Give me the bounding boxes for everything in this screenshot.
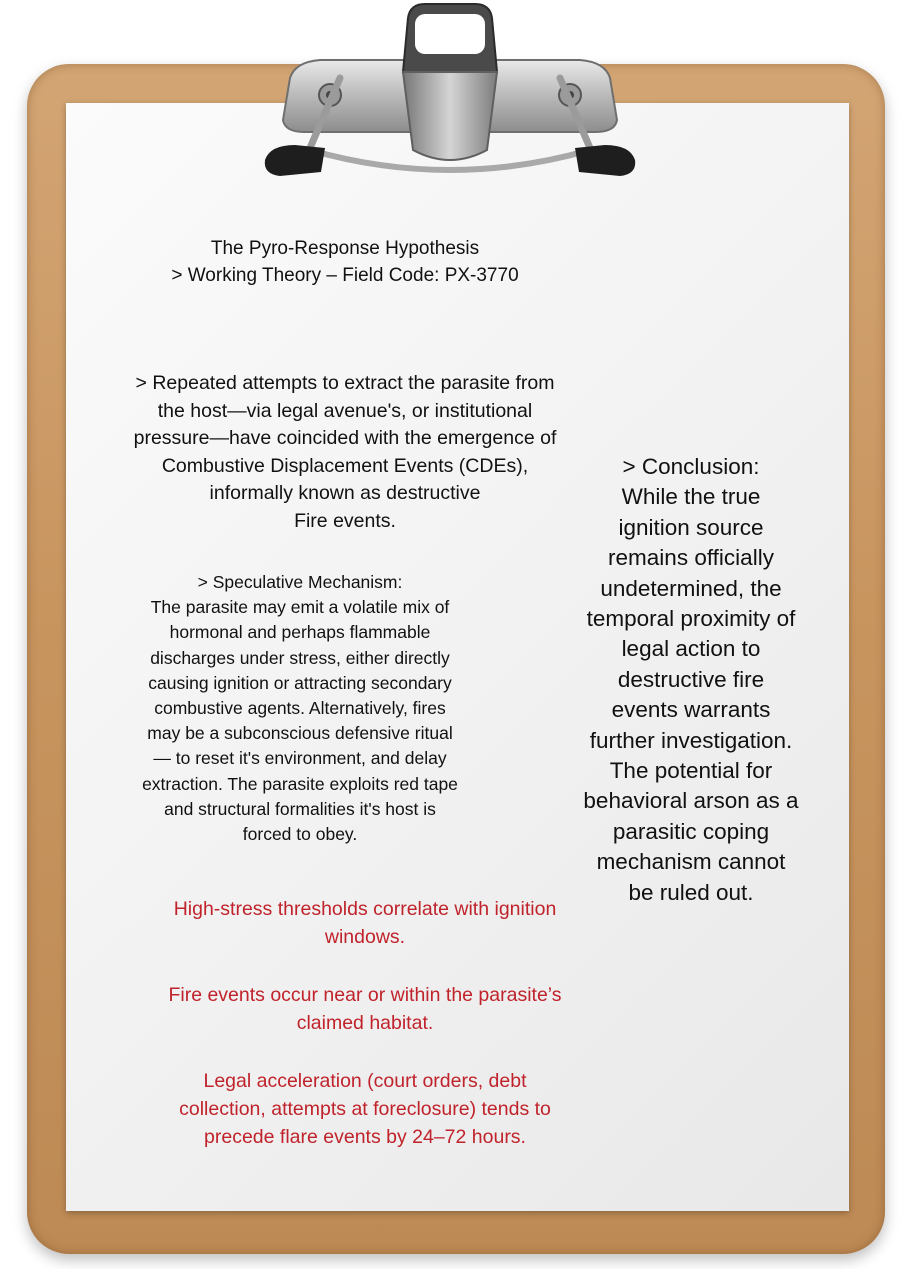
conclusion-heading: > Conclusion: bbox=[622, 454, 760, 479]
conclusion-line: events warrants bbox=[611, 697, 771, 723]
conclusion-line: undetermined, the bbox=[600, 575, 782, 601]
conclusion-line: destructive fire bbox=[617, 666, 765, 692]
mechanism-line: discharges under stress, either directly bbox=[150, 647, 450, 668]
finding-line: claimed habitat. bbox=[296, 1012, 434, 1034]
mechanism-line: combustive agents. Alternatively, fires bbox=[154, 698, 446, 719]
mechanism-line: extraction. The parasite exploits red tape bbox=[142, 773, 458, 794]
mechanism-line: hormonal and perhaps flammable bbox=[169, 622, 431, 643]
intro-line: the host—via legal avenue's, or institutional bbox=[157, 399, 533, 422]
conclusion-line: parasitic coping bbox=[612, 818, 770, 844]
clip-icon bbox=[225, 0, 675, 200]
conclusion-line: temporal proximity of bbox=[586, 606, 796, 632]
conclusion-line: remains officially bbox=[608, 545, 774, 571]
finding-line: Legal acceleration (court orders, debt bbox=[203, 1070, 527, 1092]
conclusion-line: behavioral arson as a bbox=[583, 788, 799, 814]
mechanism-line: The parasite may emit a volatile mix of bbox=[150, 597, 450, 618]
mechanism-line: may be a subconscious defensive ritual bbox=[147, 723, 453, 744]
intro-line: pressure—have coincided with the emergence of bbox=[133, 427, 557, 449]
conclusion-line: further investigation. bbox=[589, 727, 793, 753]
mechanism-line: forced to obey. bbox=[242, 824, 358, 845]
finding-item bbox=[105, 1067, 625, 1151]
page-title: The Pyro-Response Hypothesis bbox=[210, 238, 480, 259]
mechanism-section bbox=[90, 570, 510, 847]
intro-line: Fire events. bbox=[294, 509, 396, 532]
finding-line: precede flare events by 24–72 hours. bbox=[204, 1126, 526, 1148]
conclusion-line: be ruled out. bbox=[628, 879, 754, 905]
conclusion-section bbox=[560, 452, 822, 908]
mechanism-heading: > Speculative Mechanism: bbox=[197, 572, 403, 592]
intro-paragraph bbox=[80, 370, 610, 535]
finding-line: collection, attempts at foreclosure) tends to bbox=[179, 1098, 551, 1120]
findings-list bbox=[105, 895, 625, 1181]
intro-line: Combustive Displacement Events (CDEs), bbox=[161, 454, 529, 477]
conclusion-line: legal action to bbox=[621, 636, 761, 662]
conclusion-line: The potential for bbox=[609, 758, 773, 784]
intro-line: informally known as destructive bbox=[209, 482, 481, 504]
conclusion-line: While the true bbox=[621, 484, 761, 510]
conclusion-line: mechanism cannot bbox=[596, 849, 786, 875]
finding-item bbox=[105, 981, 625, 1037]
mechanism-line: — to reset it's environment, and delay bbox=[153, 748, 447, 769]
page-subtitle: > Working Theory – Field Code: PX-3770 bbox=[171, 265, 519, 286]
finding-item bbox=[105, 895, 625, 951]
intro-line: > Repeated attempts to extract the parasite from bbox=[135, 372, 555, 394]
conclusion-line: ignition source bbox=[618, 514, 764, 540]
finding-line: High-stress thresholds correlate with ignition bbox=[173, 898, 557, 920]
finding-line: windows. bbox=[324, 926, 406, 948]
mechanism-line: and structural formalities it's host is bbox=[164, 798, 436, 819]
mechanism-line: causing ignition or attracting secondary bbox=[148, 672, 452, 693]
document-header bbox=[90, 235, 600, 289]
finding-line: Fire events occur near or within the parasite’s bbox=[168, 984, 562, 1006]
